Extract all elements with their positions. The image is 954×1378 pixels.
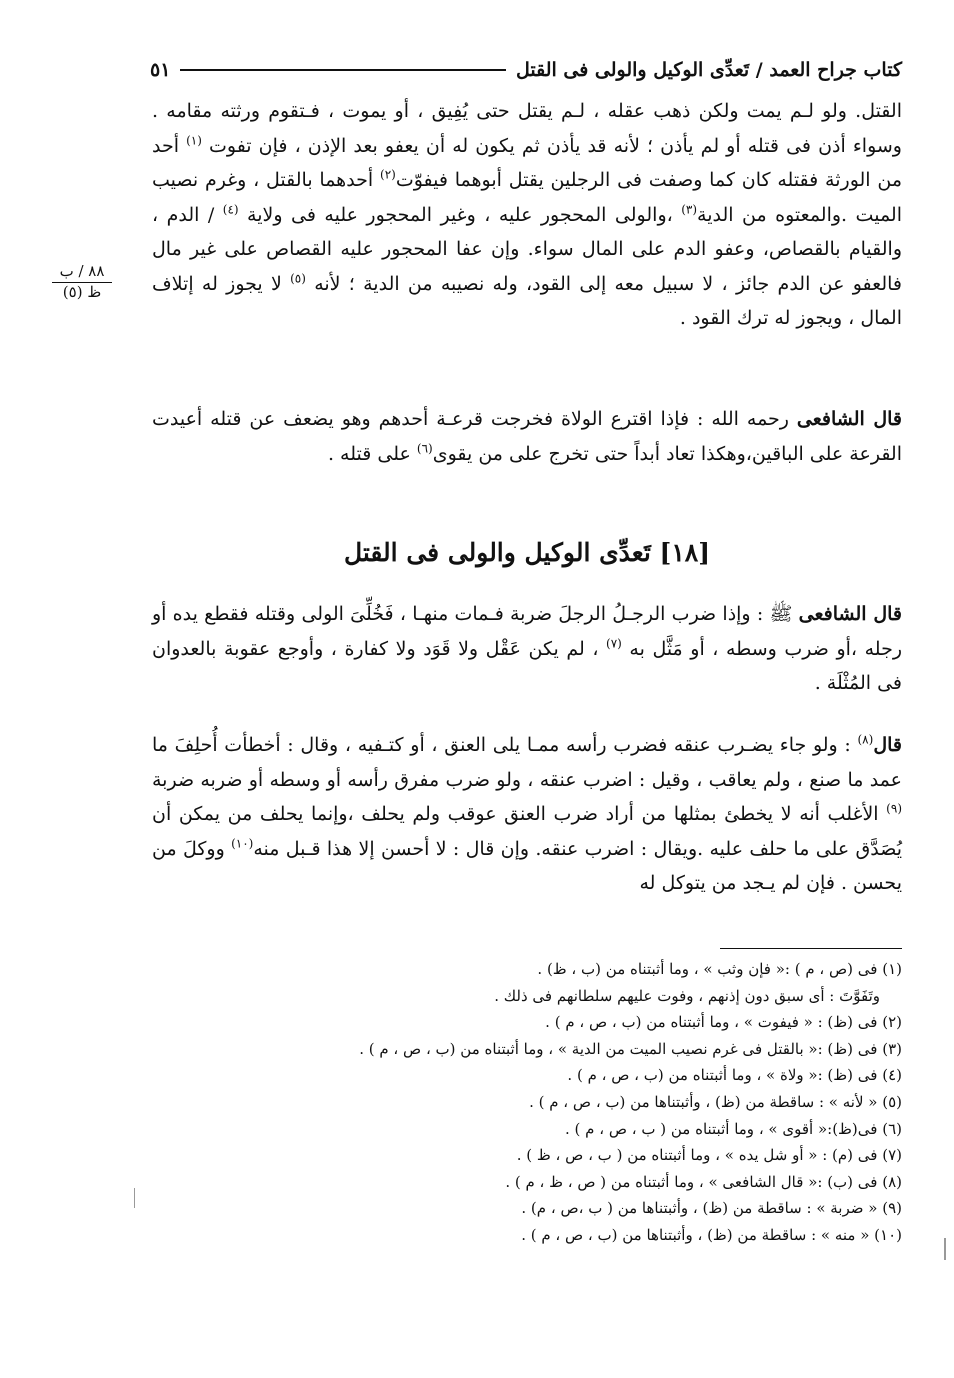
- footnote-rule: [720, 948, 902, 949]
- line: كفارة ، وأوجع عقوبة بالعدوان فى المُثْلَة .: [152, 637, 902, 694]
- line: المحجور عليه فى ولاية: [238, 203, 432, 226]
- footnote: (٧) فى (م) : « أو شل يده » ، وما أثبتناه من ( ب ، ص ، ظ ) .: [516, 1146, 902, 1165]
- line: القتل. ولو لـم يمت ولكن ذهب عقله ، لـم يقتل حتى يُفِيق ، أو يموت ، فـتقوم ورثته: [220, 100, 902, 122]
- footnote-ref: (٩): [886, 801, 902, 816]
- footnote: (١٠) « منه » : ساقطة من (ظ) ، وأثبتناها من (ب ، ص ، م ) .: [521, 1225, 902, 1244]
- footnote-ref: (٥): [290, 271, 306, 286]
- line: مقامه . وسواء أذن فى قتله أو لم يأذن ؛ لأنه قد يأذن ثم يكون له أن يعفو بعد الإذن ،: [152, 100, 902, 157]
- line: قتله أعيدت القرعة على الباقين،وهكذا تعاد أبداً حتى تخرج على من يقوى: [152, 408, 902, 465]
- section-heading: [١٨] تَعدِّى الوكيل والولى فى القتل: [343, 538, 711, 567]
- footnote-ref: (١): [186, 133, 202, 148]
- line: ، لم يكن عَقْل ولا قَوَد ولا: [395, 637, 607, 660]
- footnote-ref: (٣): [681, 202, 698, 217]
- paragraph-4: [152, 728, 902, 901]
- line: وله نصيبه من الدية ؛ لأنه: [305, 272, 518, 295]
- line: على قتله .: [327, 442, 417, 465]
- line: لا يجوز له إتلاف المال ، ويجوز له ترك القود .: [152, 272, 902, 329]
- footnote: (٩) « ضربة » : ساقطة من (ظ) ، وأثبتناها من ( ب ،ص ، م) .: [521, 1199, 902, 1218]
- line: أحد من الورثة فقتله كان كما وصفت فى الرجلين يقتل أبوهما فيفوّت: [152, 134, 903, 191]
- speaker-label: قال: [873, 734, 902, 756]
- footnote: (٢) فى (ظ) : « فيفوت » ، وما أثبتناه من (ب ، ص ، م ) .: [545, 1013, 902, 1032]
- line: ولم يحلف ،وإنما يحلف من يمكن أن يُصَدَّق على ما حلف عليه .ويقال : اضرب عنقه.: [152, 803, 902, 860]
- line: رأسه أو وسطه أو ضربه ضربة: [152, 768, 388, 791]
- footnote-ref: (٢): [380, 167, 396, 182]
- footnote-ref: (١٠): [231, 836, 254, 851]
- footnote-ref: (٤): [222, 202, 239, 217]
- header-rule: [180, 69, 506, 71]
- paragraph-3: [152, 597, 902, 701]
- footnote: (١) فى (ص ، م ) :« فإن وثب » ، وما أثبتناه من (ب ، ظ) .: [537, 960, 902, 978]
- scan-mark: [944, 1238, 946, 1260]
- line: فإن تفوت: [201, 134, 288, 157]
- line: أخطأت أُحلِفَ ما عمد ما صنع ، ولم يعاقب ، وقيل : اضرب عنقه ، ولو ضرب مفرق: [152, 734, 903, 791]
- line: ،والولى المحجور عليه ، وغير: [440, 203, 682, 226]
- scan-mark: [134, 1188, 135, 1208]
- footnote: (٤) فى (ظ) :« ولاة » ، وما أثبتناه من (ب ، ص ، م ) .: [567, 1066, 902, 1085]
- margin-note: [52, 262, 112, 302]
- line: وإن قال : لا أحسن إلا هذا قـبل منه: [253, 837, 530, 860]
- footnote-ref: (٨): [857, 732, 874, 747]
- line: / الدم ، والقيام بالقصاص، وعفو الدم على المال سواء. وإن: [152, 203, 902, 260]
- line: رحمه الله : فإذا اقترع الولاة فخرجت قرعـة أحدهم وهو يضعف عن: [249, 408, 797, 430]
- line: ووكلَ من يحسن . فإن لم يـجد من يتوكل له: [152, 837, 902, 894]
- line: أحدهما بالقتل ، وغرم نصيب الميت .والمعتوه من الدية: [152, 169, 902, 226]
- line: عفا المحجور عليه القصاص على غير مال فالعفو عن الدم جائز ، لا سبيل معه إلى القود،: [152, 238, 902, 295]
- margin-note-bottom: ظ (٥): [62, 283, 102, 301]
- speaker-label: قال الشافعى: [796, 408, 903, 430]
- footnotes: [240, 956, 902, 1249]
- footnote: (٨) فى (ب) :« قال الشافعى » ، وما أثبتناه من ( ص ، ظ ، م ) .: [505, 1172, 902, 1191]
- line: وقتله فقطع يده أو رجله ،أو ضرب وسطه ، أو مَثَّل به: [152, 603, 902, 660]
- header-title: كتاب جراح العمد / تَعدِّى الوكيل والولى فى القتل: [515, 59, 902, 81]
- line: : ولو جاء يضـرب عنقه فضرب رأسه ممـا يلى العنق ، أو كتـفيه ، وقال :: [287, 734, 858, 756]
- paragraph-2: [152, 402, 902, 471]
- speaker-label: قال الشافعى: [798, 603, 902, 625]
- footnote-ref: (٧): [606, 636, 622, 651]
- paragraph-1: [152, 94, 902, 336]
- line: ﷺ : وإذا ضرب الرجـلُ الرجلَ ضربة فـمات منهـا ، فَخُلِّىَ الولى: [301, 603, 799, 625]
- page-number: ٥١: [150, 59, 171, 81]
- footnote: (٣) فى (ظ) :« بالقتل فى غرم نصيب الميت من الدية » ، وما أثبتناه من (ب ، ص ، م ) .: [359, 1039, 902, 1058]
- footnote-ref: (٦): [416, 441, 433, 456]
- running-header: [150, 52, 902, 88]
- margin-note-top: ٨٨ / ب: [52, 262, 112, 283]
- footnote: (٦) فى(ظ):« أقوى » ، وما أثبتناه من ( ب ، ص ، م ) .: [565, 1119, 902, 1138]
- footnote-gloss: وتَفَوَّتَ : أى سبق دون إذنهم ، وفوت عليهم سلطانهم فى ذلك .: [494, 986, 880, 1005]
- footnote: (٥) « لأنه » : ساقطة من (ظ) ، وأثبتناها من (ب ، ص ، م ) .: [529, 1092, 902, 1111]
- line: الأغلب أنه لا يخطئ بمثلها من أراد ضرب العنق عوقب: [447, 803, 887, 825]
